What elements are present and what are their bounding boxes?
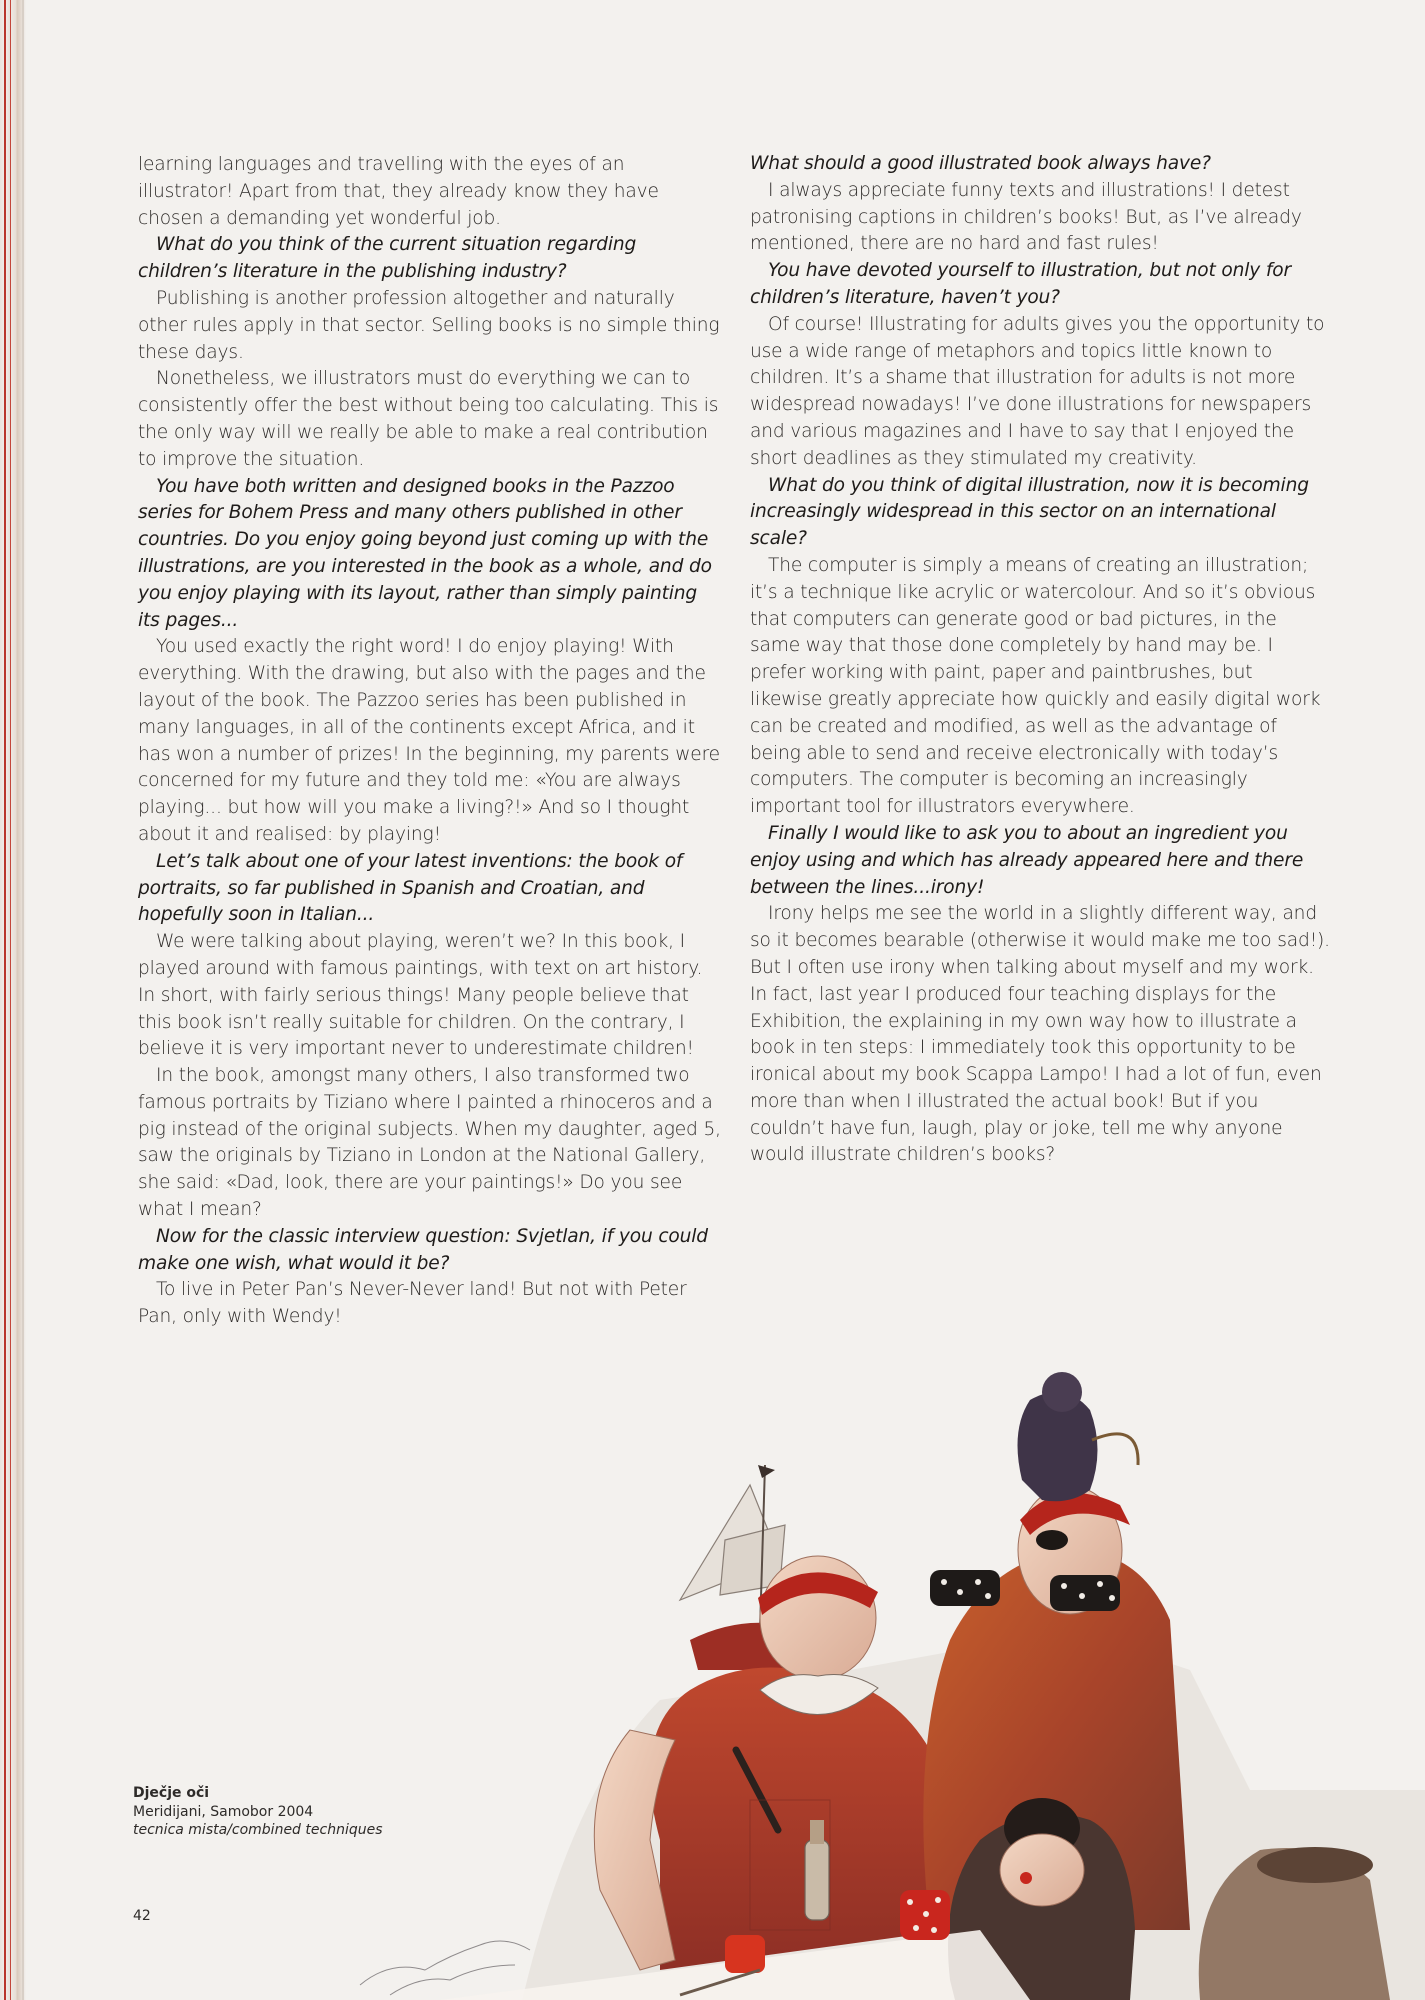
- right-column-question-paragraph: What do you think of digital illustration, now it is becoming increasingly widespread in this sector on an international scale?: [750, 474, 1309, 550]
- pirates-illustration: [330, 1370, 1425, 2000]
- left-column-answer-paragraph: Publishing is another profession altogether and naturally other rules apply in that sector. Selling books is no simple thing these days.: [138, 287, 720, 363]
- left-column-question-paragraph: Now for the classic interview question: Svjetlan, if you could make one wish, what would it be?: [138, 1225, 708, 1274]
- left-column-question-paragraph: What do you think of the current situation regarding children’s literature in the publishing industry?: [138, 234, 637, 283]
- left-column-answer-paragraph: Nonetheless, we illustrators must do everything we can to consistently offer the best without being too calculating. This is the only way will we really be able to make a real contribution to improve the situation.: [138, 368, 719, 470]
- caption-source: Meridijani, Samobor 2004: [133, 1803, 314, 1820]
- left-column-answer-paragraph: We were talking about playing, weren’t we? In this book, I played around with famous paintings, with text on art history. In short, with fairly serious things! Many people believe that this book isn’t really suitable for children. On the contrary, I believe it is very important never to underestimate children!: [138, 931, 703, 1060]
- right-column-question-paragraph: You have devoted yourself to illustration, but not only for children’s literature, haven’t you?: [750, 260, 1291, 308]
- caption-title: Dječje oči: [133, 1785, 210, 1801]
- left-column-question-paragraph: You have both written and designed books in the Pazzoo series for Bohem Press and many others published in other countries. Do you enjoy going beyond just coming up with the illustrations, are you interested in the book as a whole, and do you enjoy playing with its layout, rather than simply painting its pages...: [138, 475, 712, 631]
- left-text-column: [138, 152, 723, 1331]
- right-column-answer-paragraph: I always appreciate funny texts and illustrations! I detest patronising captions in children’s books! But, as I’ve already mentioned, there are no hard and fast rules!: [750, 179, 1302, 255]
- left-column-answer-paragraph: You used exactly the right word! I do enjoy playing! With everything. With the drawing, but also with the pages and the layout of the book. The Pazzoo series has been published in many languages, in all of the continents except Africa, and it has won a number of prizes! In the beginning, my parents were concerned for my future and they told me: «You are always playing... but how will you make a living?!» And so I thought about it and realised: by playing!: [138, 636, 720, 845]
- right-column-answer-paragraph: The computer is simply a means of creating an illustration; it’s a technique like acrylic or watercolour. And so it’s obvious that computers can generate good or bad pictures, in the same way that those done completely by hand may be. I prefer working with paint, paper and paintbrushes, but likewise greatly appreciate how quickly and easily digital work can be created and modified, as well as the advantage of being able to send and receive electronically with today’s computers. The computer is becoming an increasingly important tool for illustrators everywhere.: [750, 554, 1321, 818]
- right-column-answer-paragraph: Of course! Illustrating for adults gives you the opportunity to use a wide range of metaphors and topics little known to children. It’s a shame that illustration for adults is not more widespread nowadays! I’ve done illustrations for newspapers and various magazines and I have to say that I enjoyed the short deadlines as they stimulated my creativity.: [750, 313, 1325, 469]
- monkey: [1018, 1372, 1139, 1501]
- caption-technique: tecnica mista/combined techniques: [133, 1822, 383, 1838]
- pirate-left: [594, 1556, 950, 1970]
- left-column-answer-paragraph: To live in Peter Pan’s Never-Never land! But not with Peter Pan, only with Wendy!: [138, 1279, 687, 1328]
- right-column-question-paragraph: What should a good illustrated book always have?: [750, 153, 1211, 174]
- left-column-question-paragraph: Let’s talk about one of your latest inventions: the book of portraits, so far published in Spanish and Croatian, and hopefully soon in Italian...: [138, 850, 683, 926]
- page-number: 42: [133, 1908, 151, 1924]
- handwritten-scribble: [360, 1941, 530, 1995]
- page-binding-edge: [0, 0, 26, 2000]
- left-column-answer-paragraph: learning languages and travelling with the eyes of an illustrator! Apart from that, they already know they have chosen a demanding yet wonderful job.: [138, 154, 659, 229]
- left-column-answer-paragraph: In the book, amongst many others, I also transformed two famous portraits by Tiziano where I painted a rhinoceros and a pig instead of the original subjects. When my daughter, aged 5, saw the originals by Tiziano in London at the National Gallery, she said: «Dad, look, there are your paintings!» Do you see what I mean?: [138, 1065, 721, 1221]
- right-text-column: [750, 151, 1330, 1169]
- right-column-answer-paragraph: Irony helps me see the world in a slightly different way, and so it becomes bearable (otherwise it would make me too sad!). But I often use irony when talking about myself and my work. In fact, last year I produced four teaching displays for the Exhibition, the explaining in my own way how to illustrate a book in ten steps: I immediately took this opportunity to be ironical about my book Scappa Lampo! I had a lot of fun, even more than when I illustrated the actual book! But if you couldn’t have fun, laugh, play or joke, tell me why anyone would illustrate children’s books?: [750, 903, 1330, 1166]
- right-column-question-paragraph: Finally I would like to ask you to about an ingredient you enjoy using and which has already appeared here and there between the lines...irony!: [750, 822, 1304, 898]
